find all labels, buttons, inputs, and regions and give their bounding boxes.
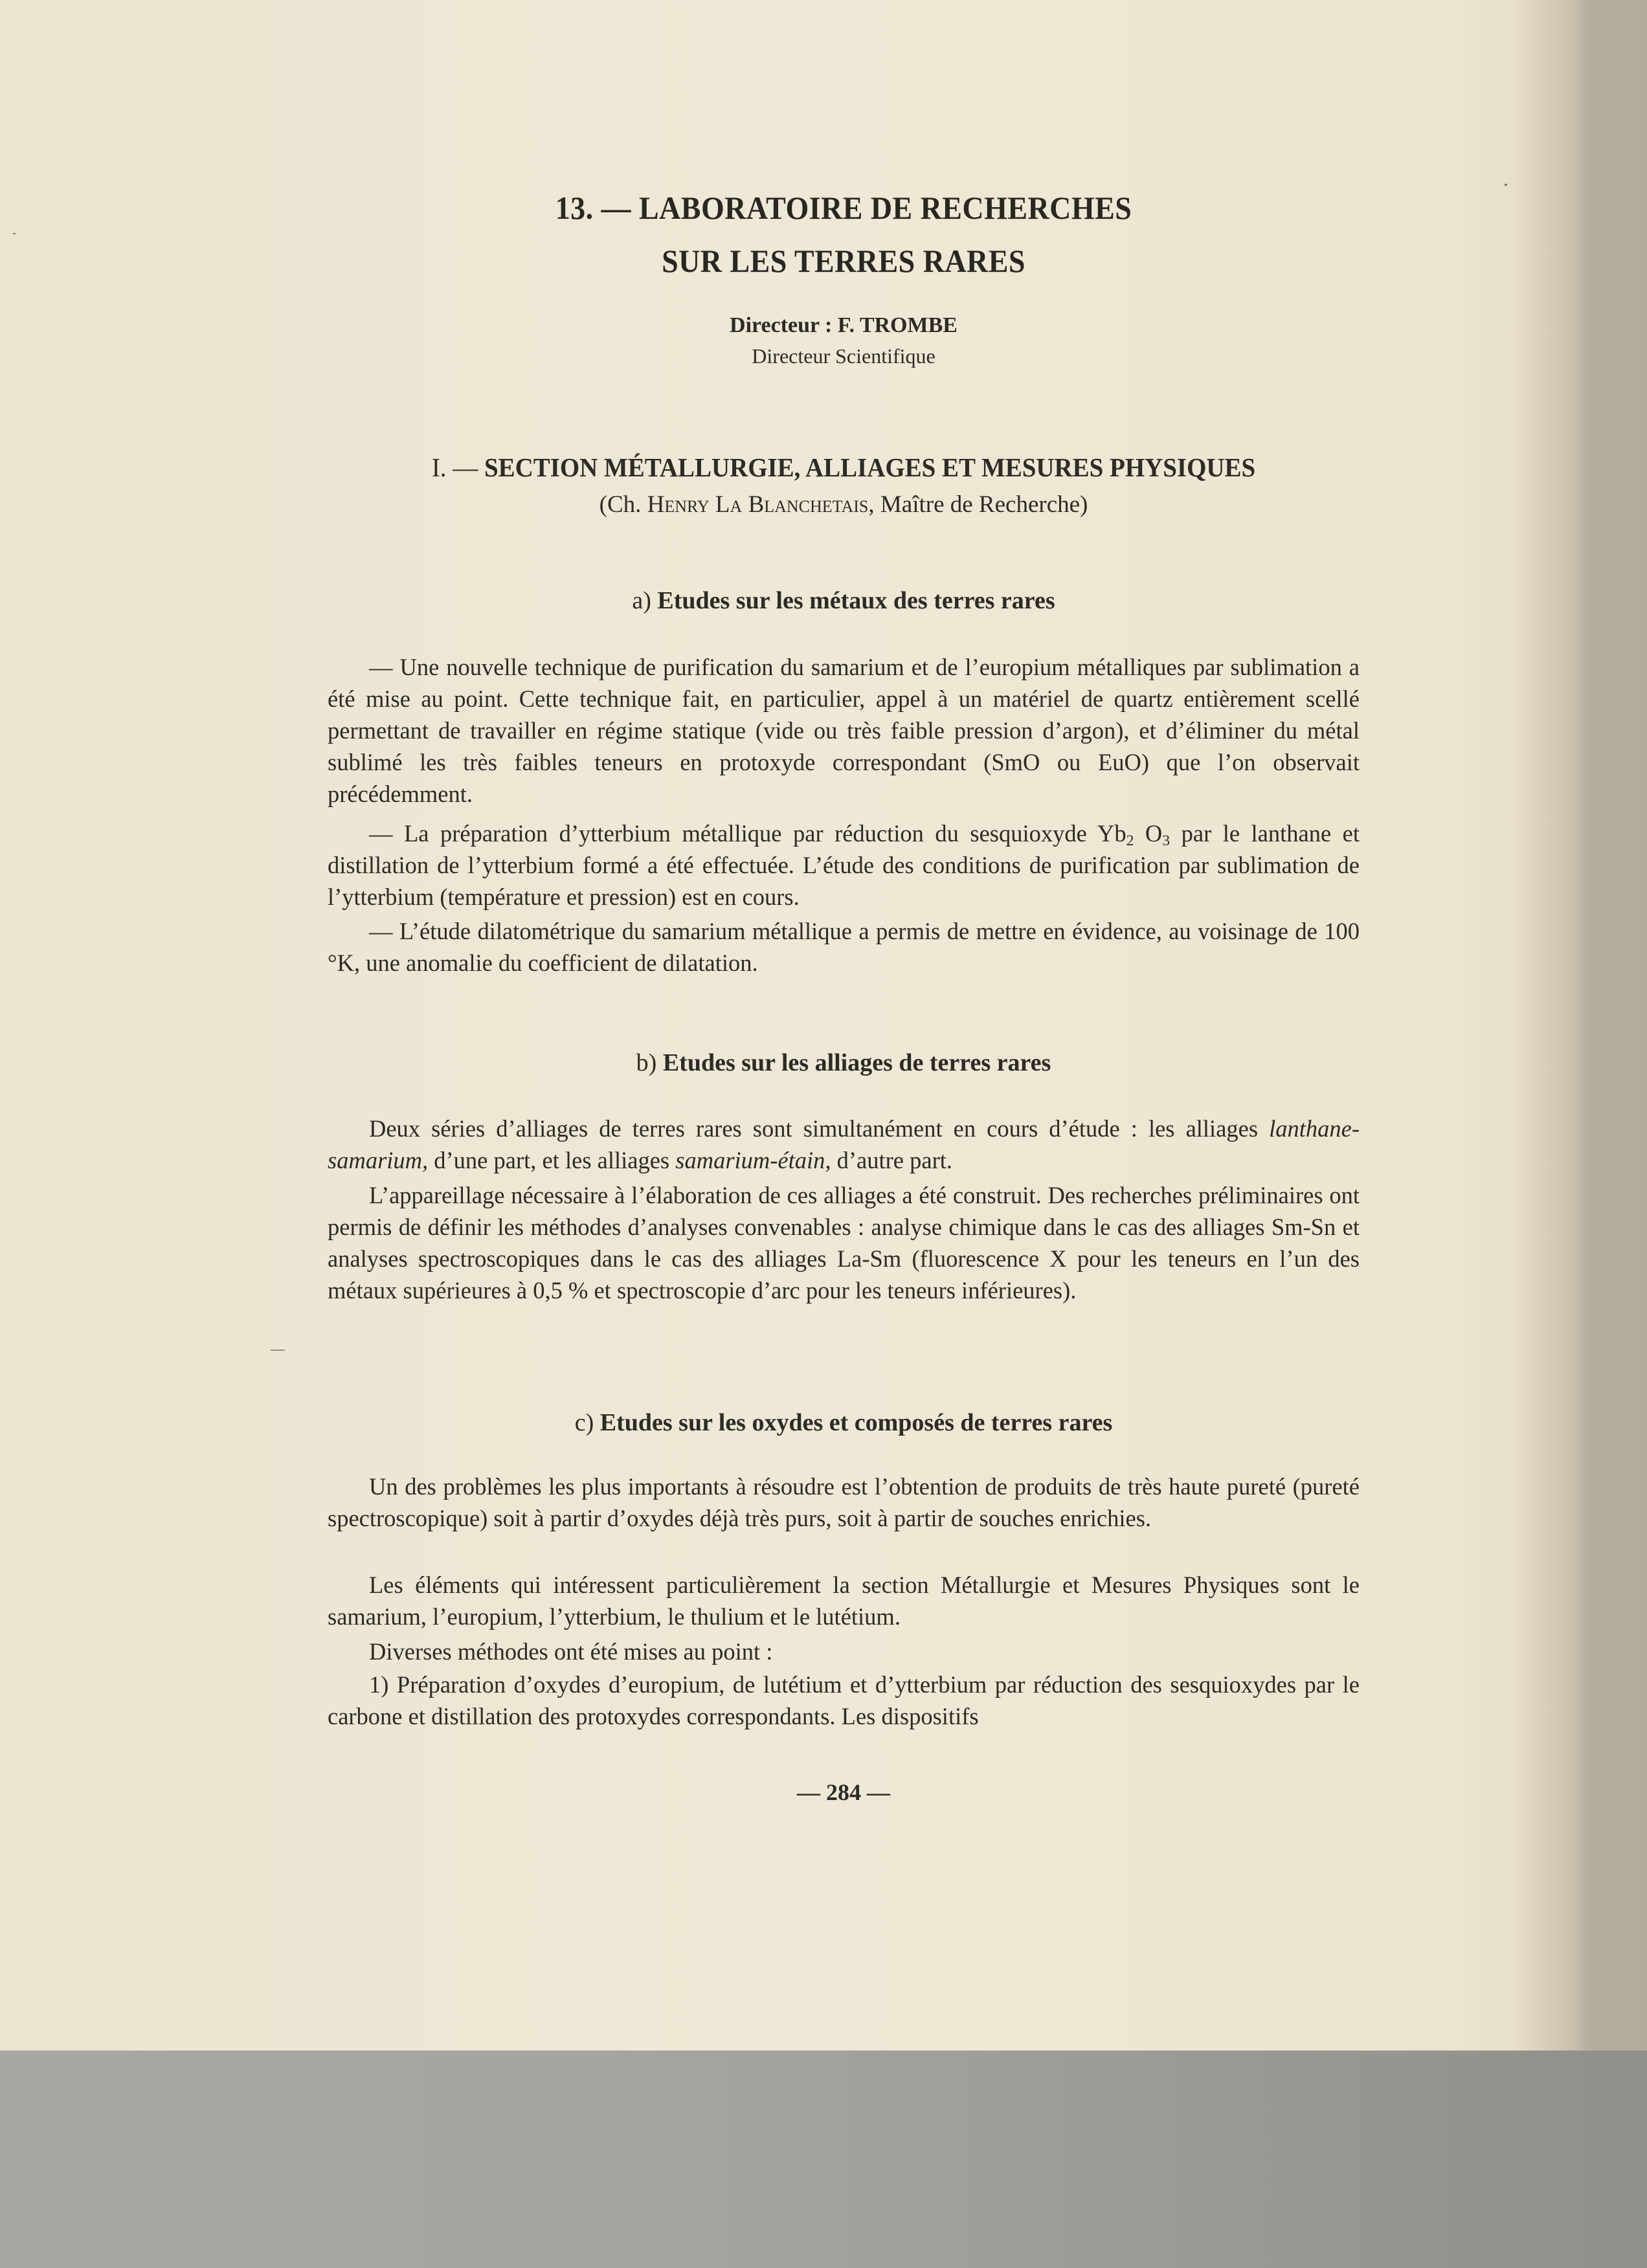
italic-term: lanthane-samarium, — [328, 1115, 1360, 1173]
scan-speck — [13, 233, 16, 234]
page-title-line-1: 13. — LABORATOIRE DE RECHERCHES — [555, 190, 1132, 226]
page-title-line-2: SUR LES TERRES RARES — [662, 243, 1025, 279]
paragraph-text: d’une part, et les alliages — [428, 1147, 676, 1173]
subsection-title: Etudes sur les métaux des terres rares — [657, 587, 1055, 614]
subsection-a-heading — [328, 586, 1360, 615]
director-line — [328, 313, 1360, 338]
scanner-bed — [0, 2051, 1647, 2268]
subsection-letter: c) — [574, 1409, 600, 1436]
paragraph-text: — La préparation d’ytterbium métallique par réduction du sesquioxyde Yb — [369, 820, 1126, 847]
subscript: 2 — [1126, 832, 1134, 849]
paragraph: — L’étude dilatométrique du samarium métallique a permis de mettre en évidence, au voisinage de 100 °K, une anomalie du coefficient de dilatation. — [328, 918, 1360, 976]
paragraph: Un des problèmes les plus importants à résoudre est l’obtention de produits de très haute pureté (pureté spectroscopique) soit à partir d’oxydes déjà très purs, soit à partir de souches enrichies. — [328, 1473, 1360, 1531]
paragraph: 1) Préparation d’oxydes d’europium, de lutétium et d’ytterbium par réduction des sesquioxydes par le carbone et distillation des protoxydes correspondants. Les dispositifs — [328, 1671, 1360, 1729]
paragraph-text: par le lanthane et distillation de l’ytterbium formé a été effectuée. L’étude des conditions de purification par sublimation de l’ytterbium (température et pression) est en cours. — [328, 820, 1360, 910]
paragraph-text: Deux séries d’alliages de terres rares sont simultanément en cours d’étude : les alliages — [369, 1115, 1270, 1142]
scan-speck — [1505, 184, 1507, 186]
page-number: — 284 — — [797, 1779, 890, 1805]
subscript: 3 — [1162, 832, 1171, 849]
subsection-title: Etudes sur les alliages de terres rares — [662, 1049, 1051, 1076]
paragraph-text: d’autre part. — [831, 1147, 953, 1173]
section-heading — [353, 452, 1334, 483]
author-prefix: (Ch. — [599, 491, 647, 518]
author-role: , Maître de Recherche) — [868, 491, 1088, 518]
paragraph: Diverses méthodes ont été mises au point : — [369, 1638, 773, 1665]
scan-speck — [271, 1350, 285, 1351]
paragraph — [328, 817, 1360, 913]
paragraph: L’appareillage nécessaire à l’élaboration de ces alliages a été construit. Des recherches préliminaires ont permis de définir les méthodes d’analyses convenables : analyse chimique dans le cas des alliages Sm-Sn et analyses spectroscopiques dans le cas des alliages La-Sm (fluorescence X pour les teneurs en l’un des métaux supérieures à 0,5 % et spectroscopie d’arc pour les teneurs inférieures). — [328, 1182, 1360, 1304]
subsection-letter: a) — [632, 587, 658, 614]
section-number: I. — — [431, 452, 484, 482]
subsection-letter: b) — [636, 1049, 663, 1076]
section-title: SECTION MÉTALLURGIE, ALLIAGES ET MESURES PHYSIQUES — [484, 452, 1256, 482]
paragraph: — Une nouvelle technique de purification du samarium et de l’europium métalliques par sublimation a été mise au point. Cette technique fait, en particulier, appel à un matériel de quartz entièrement scellé permettant de travailler en régime statique (vide ou très faible pression d’argon), et d’éliminer du métal sublimé les très faibles teneurs en protoxyde correspondant (SmO ou EuO) que l’on observait précédemment. — [328, 654, 1360, 807]
paragraph-text: O — [1134, 820, 1163, 847]
italic-term: samarium-étain, — [675, 1147, 831, 1173]
paragraph — [328, 1113, 1360, 1176]
author-name: Henry La Blanchetais — [647, 491, 869, 518]
director-role: Directeur Scientifique — [752, 344, 936, 368]
director-name: F. TROMBE — [837, 313, 958, 337]
subsection-c-heading — [328, 1408, 1360, 1437]
section-author — [328, 491, 1360, 518]
subsection-b-heading — [328, 1049, 1360, 1077]
director-label: Directeur : — [730, 313, 838, 337]
paragraph: Les éléments qui intéressent particulièrement la section Métallurgie et Mesures Physiques sont le samarium, l’europium, l’ytterbium, le thulium et le lutétium. — [328, 1572, 1360, 1630]
subsection-title: Etudes sur les oxydes et composés de terres rares — [599, 1409, 1113, 1436]
